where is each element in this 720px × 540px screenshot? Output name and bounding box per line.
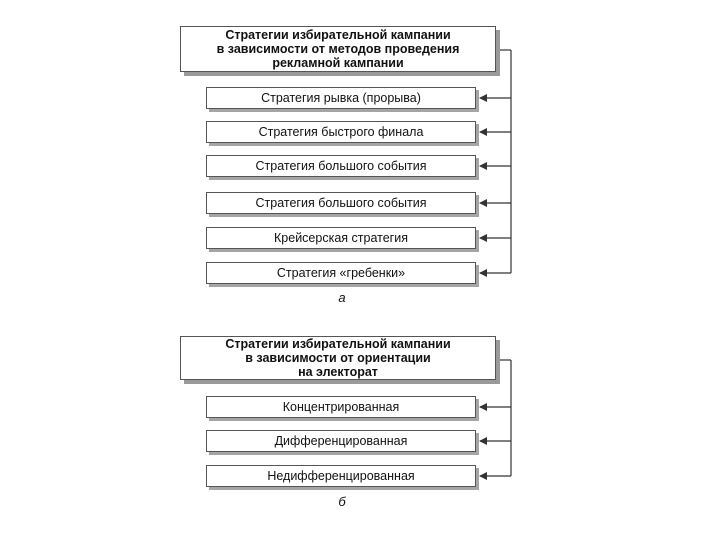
- diagram-b-item-differentiated: Дифференцированная: [206, 430, 476, 452]
- diagram-a-item-cruise: Крейсерская стратегия: [206, 227, 476, 249]
- diagram-a-item-quick-finish: Стратегия быстрого финала: [206, 121, 476, 143]
- diagram-a-item-big-event-2: Стратегия большого события: [206, 192, 476, 214]
- diagram-b-item-undifferentiated: Недифференцированная: [206, 465, 476, 487]
- diagram-a-item-big-event-1: Стратегия большого события: [206, 155, 476, 177]
- diagram-a-connectors: [480, 50, 511, 273]
- diagram-a-item-rush: Стратегия рывка (прорыва): [206, 87, 476, 109]
- diagram-a-item-comb: Стратегия «гребенки»: [206, 262, 476, 284]
- diagram-b-item-concentrated: Концентрированная: [206, 396, 476, 418]
- diagram-a-caption: а: [338, 290, 346, 305]
- diagram-b-header: Стратегии избирательной кампании в зависимости от ориентации на электорат: [180, 336, 496, 380]
- diagram-b-caption: б: [338, 494, 346, 509]
- diagram-a-header: Стратегии избирательной кампании в зависимости от методов проведения рекламной кампании: [180, 26, 496, 72]
